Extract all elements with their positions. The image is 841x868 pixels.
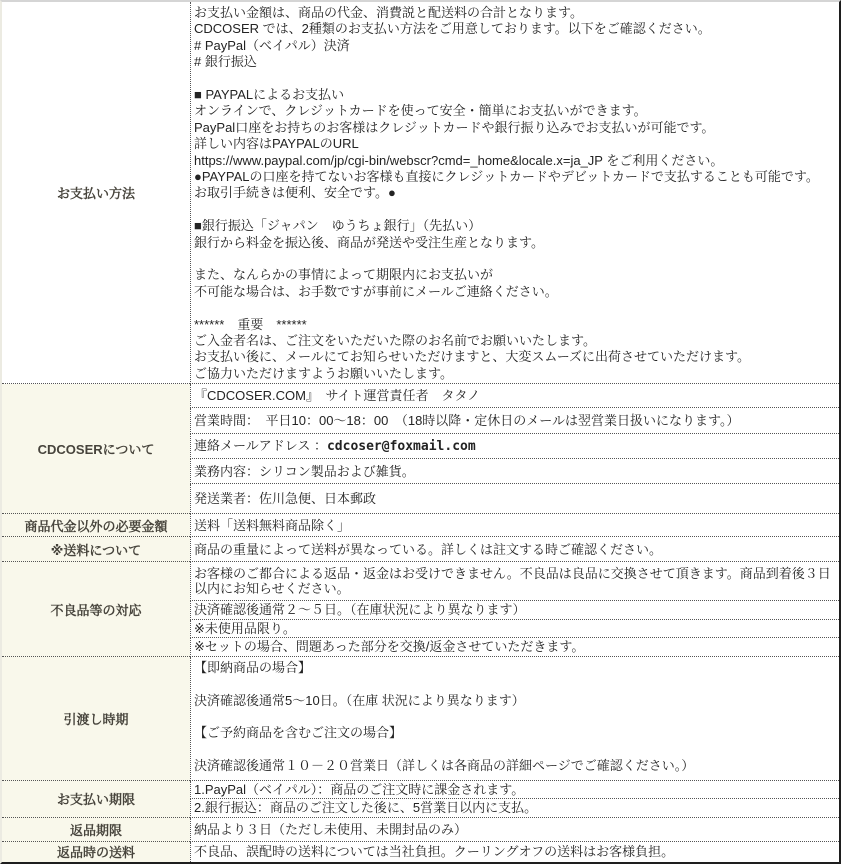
text-line <box>194 251 836 267</box>
row-header-return-deadline: 返品期限 <box>2 818 190 842</box>
cdcoser-shipper-line: 発送業者：佐川急便、日本郵政 <box>190 484 839 514</box>
text-line <box>194 300 836 316</box>
text-line: ご協力いただけますようお願いいたします。 <box>194 365 453 381</box>
text-line: PayPal口座をお持ちのお客様はクレジットカードや銀行振り込みでお支払いが可能です。 <box>194 119 715 135</box>
shipping-note-content: 商品の重量によって送料が異なっている。詳しくは註文する時ご確認ください。 <box>190 537 839 562</box>
text-line <box>194 676 836 692</box>
row-header-payment-deadline: お支払い期限 <box>2 781 190 818</box>
text-line: 詳しい内容はPAYPALのURL <box>194 136 359 152</box>
contact-email-label: 連絡メールアドレス ： <box>194 438 327 454</box>
text-line: 決済確認後通常5～10日。（在庫 状況により異なります） <box>194 692 525 708</box>
text-line: # PayPal（ベイパル）決済 <box>194 37 350 53</box>
payment-deadline-line: 2.銀行振込：商品のご注文した後に、5営業日以内に支払。 <box>190 799 839 818</box>
table-row <box>2 818 839 842</box>
table-row <box>2 657 839 781</box>
text-line: 【ご予約商品を含むご注文の場合】 <box>194 725 403 741</box>
text-line: # 銀行振込 <box>194 54 257 70</box>
row-header-return-shipping: 返品時の送料 <box>2 842 190 862</box>
defective-policy-line: ※未使用品限り。 <box>190 620 839 639</box>
cdcoser-contact-line <box>190 434 839 459</box>
table-row <box>2 781 839 800</box>
defective-policy-line: 決済確認後通常２～５日。（在庫状況により異なります） <box>190 601 839 620</box>
table-row <box>2 2 839 384</box>
text-line: 銀行から料金を振込後、商品が発送や受注生産となります。 <box>194 234 544 250</box>
table-row <box>2 514 839 537</box>
table-row <box>2 842 839 862</box>
row-header-defective-items: 不良品等の対応 <box>2 562 190 657</box>
cdcoser-site-line: 『CDCOSER.COM』 サイト運営責任者 タタノ <box>190 384 839 408</box>
payment-method-content <box>190 2 839 384</box>
row-header-shipping-note: ※送料について <box>2 537 190 562</box>
cdcoser-business-line: 業務内容：シリコン製品および雑貨。 <box>190 459 839 484</box>
text-line: また、なんらかの事情によって期限内にお支払いが <box>194 267 494 283</box>
row-header-payment-method: お支払い方法 <box>2 2 190 384</box>
delivery-time-content <box>190 657 839 781</box>
text-line <box>194 71 836 87</box>
row-header-about-cdcoser: CDCOSERについて <box>2 384 190 514</box>
text-line <box>194 202 836 218</box>
table-row <box>2 384 839 408</box>
row-header-extra-fees: 商品代金以外の必要金額 <box>2 514 190 537</box>
important-note-line: ****** 重要 ****** <box>194 316 307 332</box>
text-line: 【即納商品の場合】 <box>194 659 312 675</box>
text-line: オンラインで、クレジットカードを使って安全・簡単にお支払いができます。 <box>194 103 647 119</box>
text-line: ■ PAYPALによるお支払い <box>194 87 345 103</box>
text-line: 決済確認後通常１０－２０営業日（詳しくは各商品の詳細ページでご確認ください。） <box>194 758 695 774</box>
contact-email: cdcoser@foxmail.com <box>326 439 476 455</box>
text-line: 不可能な場合は、お手数ですが事前にメールご連絡ください。 <box>194 283 558 299</box>
paypal-url-line: https://www.paypal.com/jp/cgi-bin/webscr?cmd=_home&locale.x=ja_JP をご利用ください。 <box>194 152 724 168</box>
return-shipping-content: 不良品、誤配時の送料については当社負担。クーリングオフの送料はお客様負担。 <box>190 842 839 862</box>
table-row <box>2 562 839 601</box>
text-line: お取引手続きは便利、安全です。● <box>194 185 396 201</box>
text-line <box>194 709 836 725</box>
text-line: お支払い後に、メールにてお知らせいただけますと、大変スムーズに出荷させていただけます。 <box>194 349 751 365</box>
text-line: ■銀行振込「ジャパン ゆうちょ銀行」（先払い） <box>194 218 482 234</box>
payment-deadline-line: 1.PayPal（ベイパル）：商品のご注文時に課金されます。 <box>190 781 839 800</box>
text-line <box>194 742 836 758</box>
defective-policy-line: ※セットの場合、問題あった部分を交換/返金させていただきます。 <box>190 638 839 657</box>
row-header-delivery-time: 引渡し時期 <box>2 657 190 781</box>
text-line: ●PAYPALの口座を持てないお客様も直接にクレジットカードやデビットカードで支払することも可能です。 <box>194 169 819 185</box>
extra-fees-content: 送料「送料無料商品除く」 <box>190 514 839 537</box>
text-line: お支払い金額は、商品の代金、消費説と配送料の合計となります。 <box>194 5 583 20</box>
text-line: CDCOSER では、2種類のお支払い方法をご用意しております。以下をご確認ください。 <box>194 21 711 37</box>
cdcoser-hours-line: 営業時間： 平日10：00～18：00 （18時以降・定休日のメールは翌営業日扱いになります。） <box>190 408 839 434</box>
return-deadline-content: 納品より３日（ただし未使用、未開封品のみ） <box>190 818 839 842</box>
defective-policy-line: お客様のご都合による返品・返金はお受けできません。不良品は良品に交換させて頂きます。商品到着後３日以内にお知らせください。 <box>190 562 839 601</box>
text-line: ご入金者名は、ご注文をいただいた際のお名前でお願いいたします。 <box>194 333 596 349</box>
table-row <box>2 537 839 562</box>
